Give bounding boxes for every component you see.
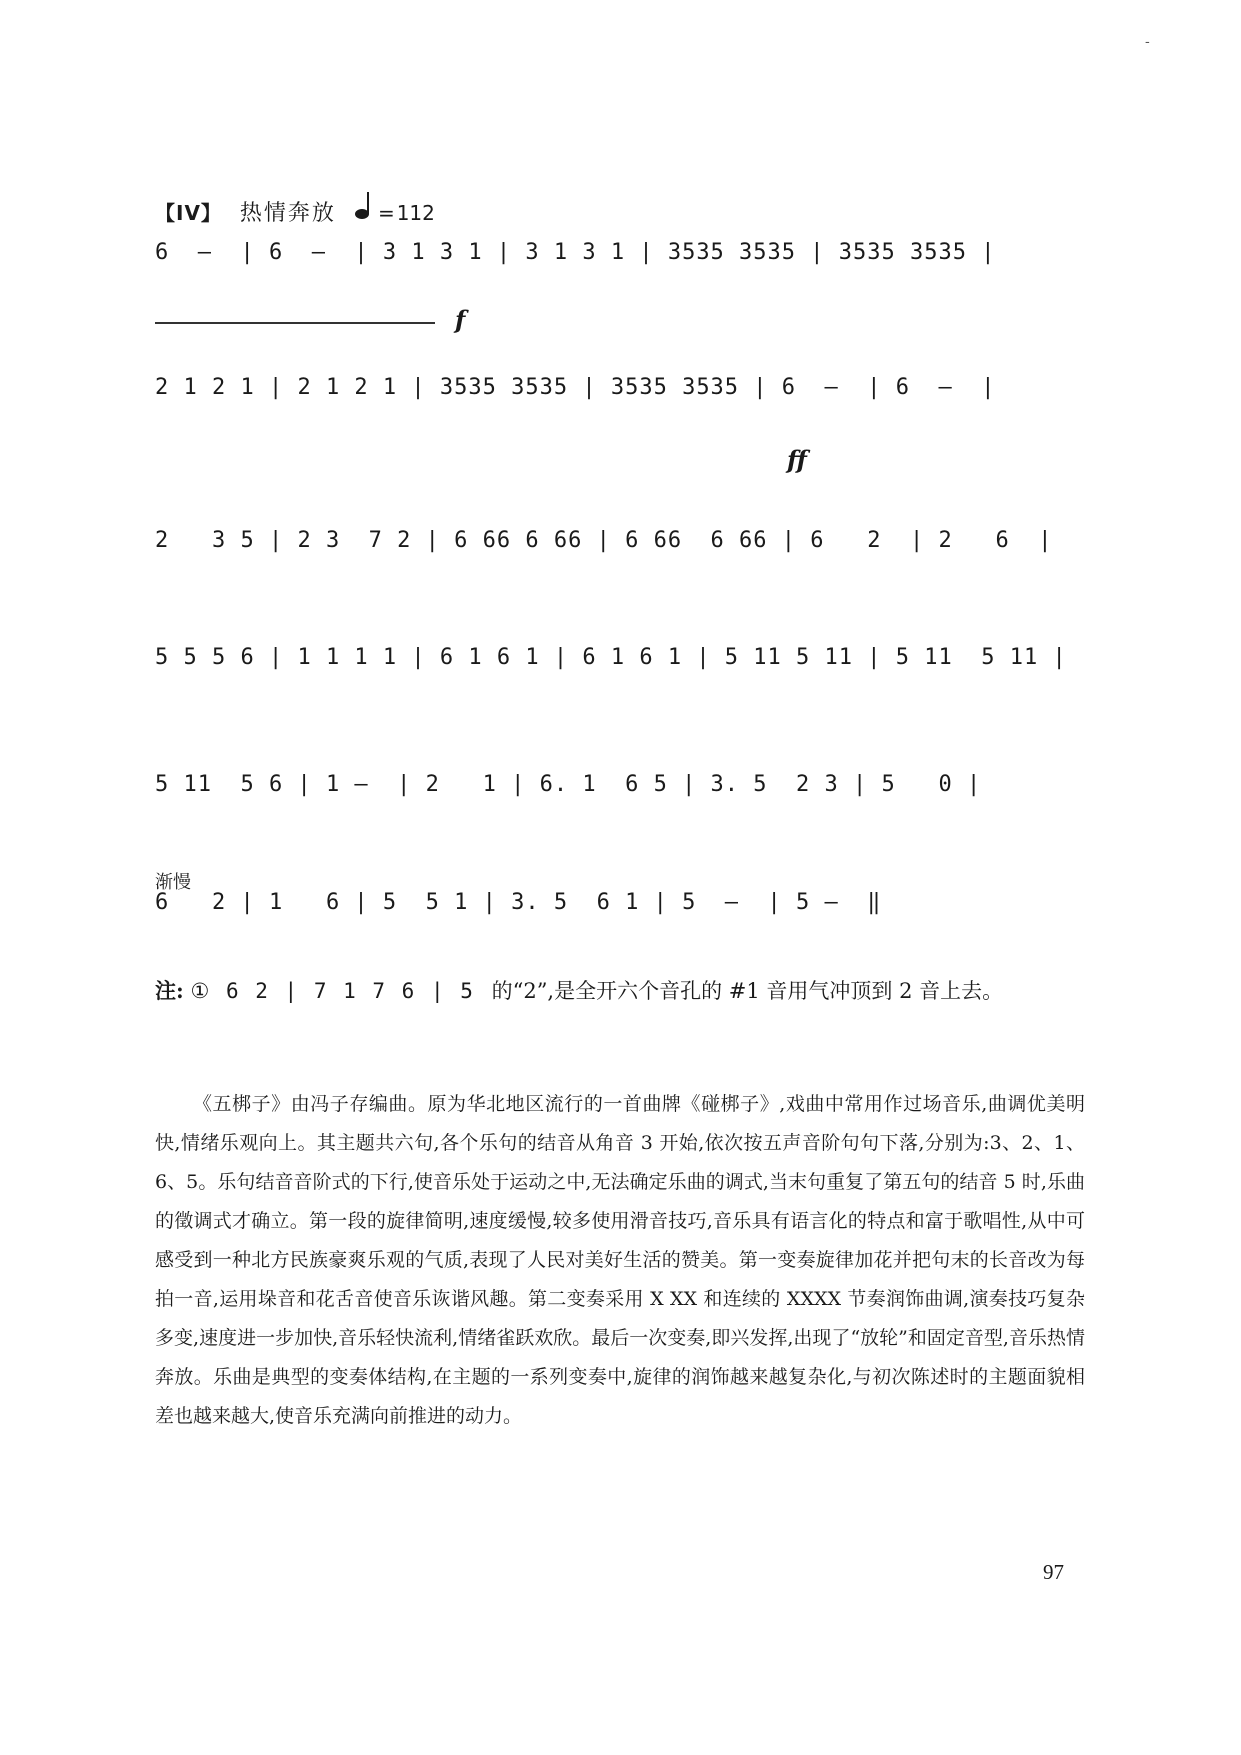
score-line-3: 2 3 5 | 2 3 7 2 | 6 66 6 66 | 6 66 6 66 | 6 2 | 2 6 |	[155, 528, 1053, 553]
quarter-note-icon	[354, 190, 376, 220]
tempo-change: 渐慢	[155, 872, 191, 893]
metronome-value: 112	[396, 201, 435, 225]
metronome-mark	[354, 190, 435, 225]
section-header	[155, 190, 435, 227]
section-mark: 【IV】	[155, 201, 222, 225]
dynamic-mark-f: f	[455, 305, 466, 334]
corner-mark: -	[1145, 34, 1150, 50]
score-line-1: 6 – | 6 – | 3 1 3 1 | 3 1 3 1 | 3535 3535 | 3535 3535 |	[155, 240, 996, 265]
note-label: 注:	[155, 978, 184, 1003]
tempo-term: 热情奔放	[239, 201, 336, 226]
line-rule	[155, 322, 435, 324]
score-line-5: 5 11 5 6 | 1 – | 2 1 | 6. 1 6 5 | 3. 5 2 3 | 5 0 |	[155, 772, 982, 797]
dynamic-mark-ff: ff	[787, 445, 807, 474]
footnote	[155, 968, 1095, 1014]
score-line-6: 6 2 | 1 6 | 5 5 1 | 3. 5 6 1 | 5 – | 5 – ‖	[155, 890, 882, 915]
page-number: 97	[1043, 1560, 1064, 1584]
description-paragraph: 《五梆子》由冯子存编曲。原为华北地区流行的一首曲牌《碰梆子》,戏曲中常用作过场音乐,曲调优美明快,情绪乐观向上。其主题共六句,各个乐句的结音从角音 3 开始,依次按五声音阶句句下落,分别为:3、2、1、6、5。乐句结音音阶式的下行,使音乐处于运动之中,无法确定乐曲的调式,当末句重复了第五句的结音 5 时,乐曲的徵调式才确立。第一段的旋律简明,速度缓慢,较多使用滑音技巧,音乐具有语言化的特点和富于歌唱性,从中可感受到一种北方民族豪爽乐观的气质,表现了人民对美好生活的赞美。第一变奏旋律加花并把句末的长音改为每拍一音,运用垛音和花舌音使音乐诙谐风趣。第二变奏采用 X XX 和连续的 XXXX 节奏润饰曲调,演奏技巧复杂多变,速度进一步加快,音乐轻快流利,情绪雀跃欢欣。最后一次变奏,即兴发挥,出现了“放轮”和固定音型,音乐热情奔放。乐曲是典型的变奏体结构,在主题的一系列变奏中,旋律的润饰越来越复杂化,与初次陈述时的主题面貌相差也越来越大,使音乐充满向前推进的动力。	[155, 1093, 1085, 1427]
note-marker: ①	[190, 979, 210, 1003]
note-text: 的“2”,是全开六个音孔的 #1 音用气冲顶到 2 音上去。	[491, 979, 1004, 1003]
note-score-fragment: 6 2 | 7 1 7 6 | 5	[225, 979, 475, 1003]
score-line-2: 2 1 2 1 | 2 1 2 1 | 3535 3535 | 3535 3535 | 6 – | 6 – |	[155, 375, 996, 400]
score-line-4: 5 5 5 6 | 1 1 1 1 | 6 1 6 1 | 6 1 6 1 | 5 11 5 11 | 5 11 5 11 |	[155, 645, 1067, 670]
metronome-equals: =	[377, 201, 395, 225]
